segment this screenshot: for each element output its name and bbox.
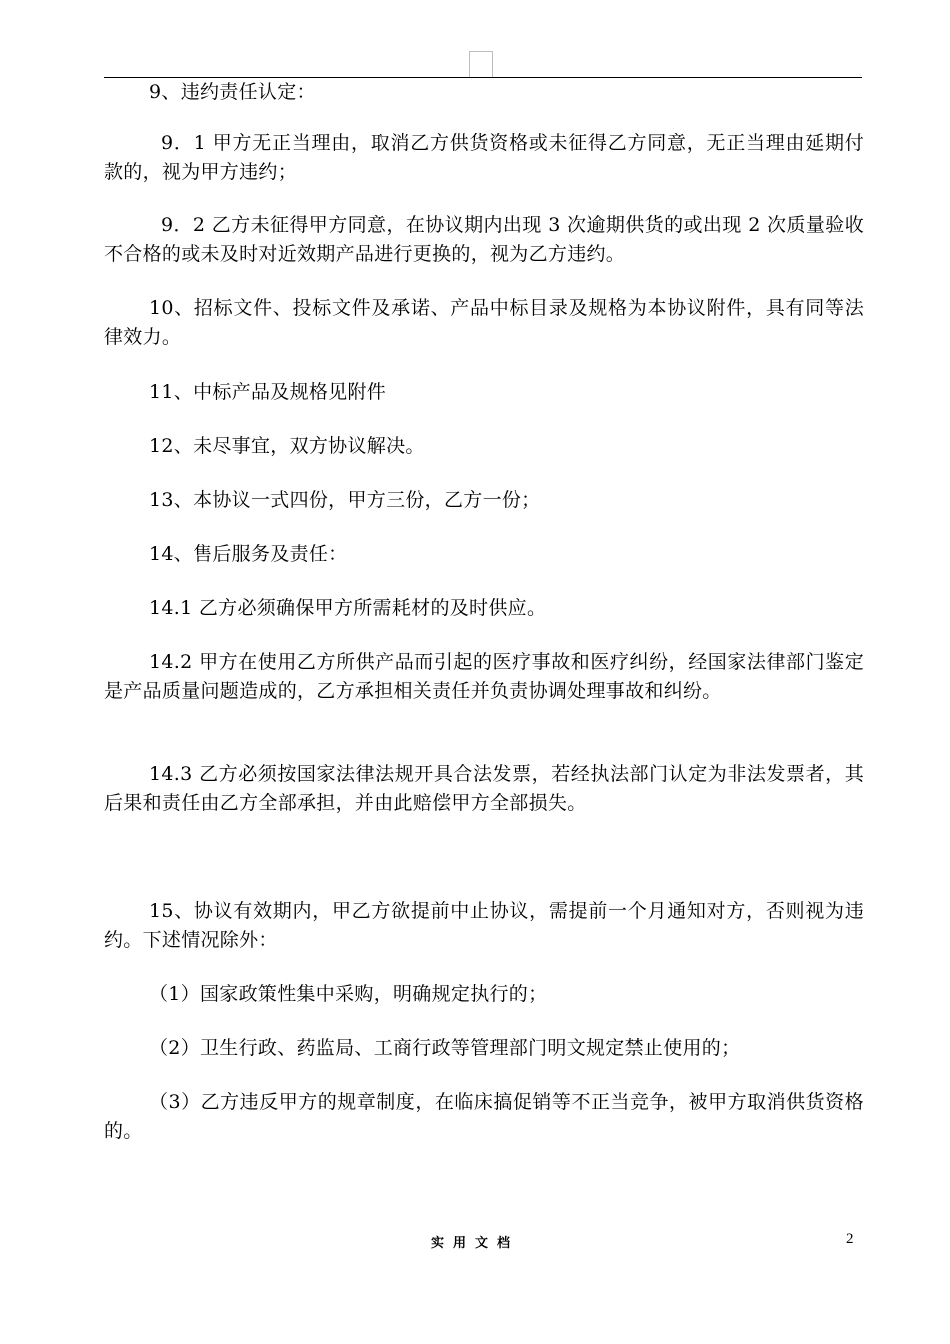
clause-15-item-2: （2）卫生行政、药监局、工商行政等管理部门明文规定禁止使用的； <box>149 1037 741 1059</box>
clause-9-heading: 9、违约责任认定： <box>149 81 316 103</box>
clause-10: 10、招标文件、投标文件及承诺、产品中标目录及规格为本协议附件，具有同等法律效力。 <box>104 297 864 348</box>
clause-14-3: 14.3 乙方必须按国家法律法规开具合法发票，若经执法部门认定为非法发票者，其后果和责任由乙方全部承担，并由此赔偿甲方全部损失。 <box>104 763 864 814</box>
clause-14-heading: 14、售后服务及责任： <box>149 543 348 565</box>
clause-14-1: 14.1 乙方必须确保甲方所需耗材的及时供应。 <box>149 597 547 619</box>
clause-9-2: 9．2 乙方未征得甲方同意，在协议期内出现 3 次逾期供货的或出现 2 次质量验收不合格的或未及时对近效期产品进行更换的，视为乙方违约。 <box>104 214 864 265</box>
clause-14-2: 14.2 甲方在使用乙方所供产品而引起的医疗事故和医疗纠纷，经国家法律部门鉴定是产品质量问题造成的，乙方承担相关责任并负责协调处理事故和纠纷。 <box>104 651 864 702</box>
page-number: 2 <box>846 1231 854 1247</box>
clause-15: 15、协议有效期内，甲乙方欲提前中止协议，需提前一个月通知对方，否则视为违约。下述情况除外： <box>104 900 864 951</box>
clause-15-item-1: （1）国家政策性集中采购，明确规定执行的； <box>149 983 548 1005</box>
footer-title: 实用文档 <box>430 1236 519 1251</box>
clause-9-1: 9．1 甲方无正当理由，取消乙方供货资格或未征得乙方同意，无正当理由延期付款的，视为甲方违约； <box>104 132 864 183</box>
header-placeholder-box <box>469 51 493 77</box>
clause-12: 12、未尽事宜，双方协议解决。 <box>149 435 425 457</box>
clause-13: 13、本协议一式四份，甲方三份，乙方一份； <box>149 489 541 511</box>
clause-11: 11、中标产品及规格见附件 <box>149 381 387 403</box>
clause-15-item-3: （3）乙方违反甲方的规章制度，在临床搞促销等不正当竞争，被甲方取消供货资格的。 <box>104 1091 864 1142</box>
